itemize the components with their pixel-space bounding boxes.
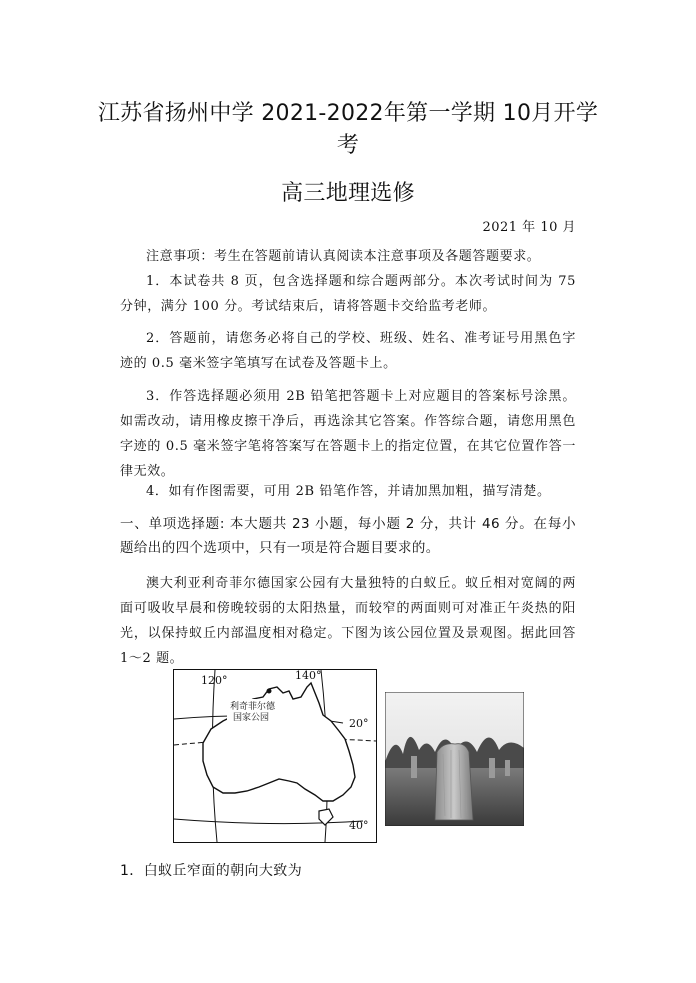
exam-date: 2021 年 10 月 <box>482 220 576 235</box>
label-lat-40: 40° <box>349 819 369 832</box>
notice-item-2: 2．答题前，请您务必将自己的学校、班级、姓名、准考证号用黑色字迹的 0.5 毫米签字笔填写在试卷及答题卡上。 <box>120 331 576 371</box>
passage-text: 澳大利亚利奇菲尔德国家公园有大量独特的白蚁丘。蚁丘相对宽阔的两面可吸收早晨和傍晚较弱的太阳热量，而较窄的两面则可对准正午炎热的阳光，以保持蚁丘内部温度相对稳定。下图为该公园位置及景观图。据此回答 1～2 题。 <box>120 576 576 666</box>
notice-item-4: 4．如有作图需要，可用 2B 铅笔作答，并请加黑加粗，描写清楚。 <box>146 484 551 499</box>
exam-title-line1: 江苏省扬州中学 2021-2022年第一学期 10月开学 <box>97 101 599 126</box>
photo-mound-small-1 <box>411 756 417 778</box>
park-label-line2: 国家公园 <box>233 713 270 723</box>
australia-map <box>173 669 377 843</box>
notice-intro: 注意事项：考生在答题前请认真阅读本注意事项及各题答题要求。 <box>146 249 541 264</box>
question-1-stem: 1．白蚁丘窄面的朝向大致为 <box>120 863 303 879</box>
label-lon-120: 120° <box>201 674 228 687</box>
park-label-line1: 利奇菲尔德 <box>230 702 276 712</box>
photo-mound-small-2 <box>489 758 495 778</box>
notice-item-3: 3．作答选择题必须用 2B 铅笔把答题卡上对应题目的答案标号涂黑。如需改动，请用橡皮擦干净后，再选涂其它答案。作答综合题，请您用黑色字迹的 0.5 毫米签字笔将答案写在答题卡上的指定位置，在其它位置作答一律无效。 <box>120 389 576 479</box>
exam-title-line2: 考 <box>336 133 360 158</box>
photo-mound-small-3 <box>505 760 510 776</box>
label-lat-20: 20° <box>349 717 369 730</box>
section-heading: 一、单项选择题: 本大题共 23 小题，每小题 2 分，共计 46 分。在每小题给出的四个选项中，只有一项是符合题目要求的。 <box>120 516 576 556</box>
label-lon-140: 140° <box>295 669 322 682</box>
photo-mound-main <box>435 744 473 820</box>
park-location-marker <box>267 689 272 694</box>
notice-item-1: 1．本试卷共 8 页，包含选择题和综合题两部分。本次考试时间为 75 分钟，满分 100 分。考试结束后，请将答题卡交给监考老师。 <box>120 274 576 314</box>
termite-mound-photo <box>385 692 524 826</box>
exam-subtitle: 高三地理选修 <box>281 181 415 206</box>
